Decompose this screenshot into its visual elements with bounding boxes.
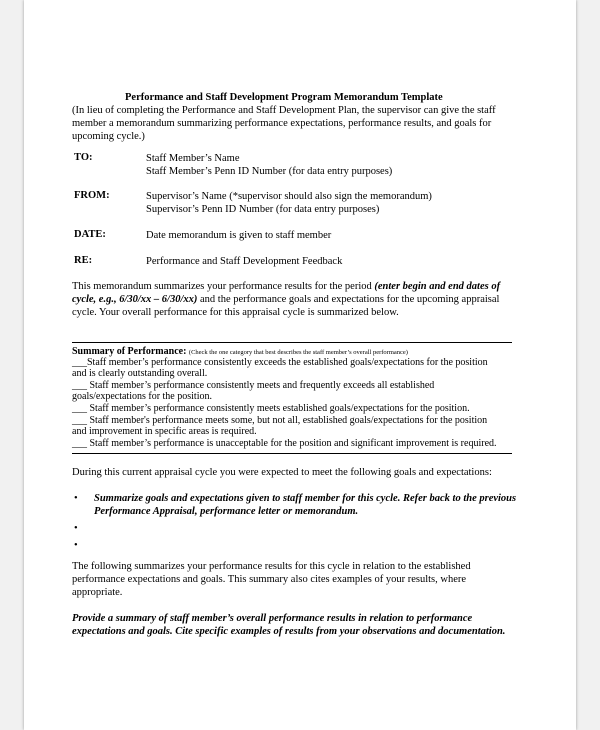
summary-option-line: ___Staff member’s performance consistently exceeds the established goals/expectations for the position	[72, 357, 488, 368]
bullet-icon: •	[74, 523, 78, 534]
summary-box-heading	[72, 346, 408, 357]
re-value: Performance and Staff Development Feedback	[146, 256, 343, 267]
summary-option-line: goals/expectations for the position.	[72, 391, 212, 402]
summary-option-line: and is clearly outstanding overall.	[72, 368, 208, 379]
summary-heading-note: (Check the one category that best describes the staff member’s overall performance)	[188, 349, 408, 356]
summary-option-line: ___ Staff member's performance meets some, but not all, established goals/expectations for the position	[72, 415, 488, 426]
from-label: FROM:	[74, 190, 110, 201]
summary-option-line: ___ Staff member’s performance consistently meets and frequently exceeds all established	[72, 380, 435, 391]
from-name: Supervisor’s Name (*supervisor should also sign the memorandum)	[146, 191, 432, 202]
summary-option-line: and improvement in specific areas is required.	[72, 426, 257, 437]
summary-option-line: ___ Staff member’s performance consistently meets established goals/expectations for the position.	[72, 403, 470, 414]
list-item	[74, 492, 519, 518]
provide-summary-instruction: Provide a summary of staff member’s overall performance results in relation to performance expectations and goals. Cite specific examples of results from your observations and documentation.	[72, 613, 506, 637]
bullet-icon: •	[74, 540, 78, 551]
goals-bullet-list	[74, 492, 519, 552]
summary-paragraph	[72, 280, 512, 319]
summary-box-bottom-rule	[72, 453, 512, 454]
document-title: Performance and Staff Development Program Memorandum Template	[125, 92, 443, 103]
cycle-dates-instruction: (enter begin and end dates of cycle, e.g., 6/30/xx – 6/30/xx)	[72, 281, 501, 305]
goals-paragraph: During this current appraisal cycle you were expected to meet the following goals and expectations:	[72, 467, 492, 478]
summary-option-line: ___ Staff member’s performance is unacceptable for the position and significant improvement is required.	[72, 438, 497, 449]
to-name: Staff Member’s Name	[146, 153, 240, 164]
list-item	[74, 539, 519, 552]
from-penn-id: Supervisor’s Penn ID Number (for data entry purposes)	[146, 204, 380, 215]
date-label: DATE:	[74, 229, 106, 240]
list-item	[74, 522, 519, 535]
summary-paragraph-start: This memorandum summarizes your performance results for the period	[72, 281, 375, 292]
summary-paragraph-end: and the performance goals and expectations for the upcoming appraisal cycle. Your overall performance for this appraisal cycle is summarized below.	[72, 294, 500, 318]
summary-box-top-rule	[72, 342, 512, 343]
document-page	[24, 0, 576, 730]
date-value: Date memorandum is given to staff member	[146, 230, 332, 241]
re-label: RE:	[74, 255, 93, 266]
bullet-icon: •	[74, 493, 78, 504]
goals-instruction: Summarize goals and expectations given to staff member for this cycle. Refer back to the previous Performance Appraisal, performance letter or memorandum.	[94, 493, 517, 517]
to-penn-id: Staff Member’s Penn ID Number (for data entry purposes)	[146, 166, 393, 177]
summary-heading-label: Summary of Performance:	[72, 346, 187, 357]
to-label: TO:	[74, 152, 93, 163]
intro-paragraph: (In lieu of completing the Performance and Staff Development Plan, the supervisor can give the staff member a memorandum summarizing performance expectations, performance results, and goals for upcoming cycle.)	[72, 105, 496, 142]
results-paragraph: The following summarizes your performance results for this cycle in relation to the established performance expectations and goals. This summary also cites examples of your results, where appropriate.	[72, 561, 471, 598]
